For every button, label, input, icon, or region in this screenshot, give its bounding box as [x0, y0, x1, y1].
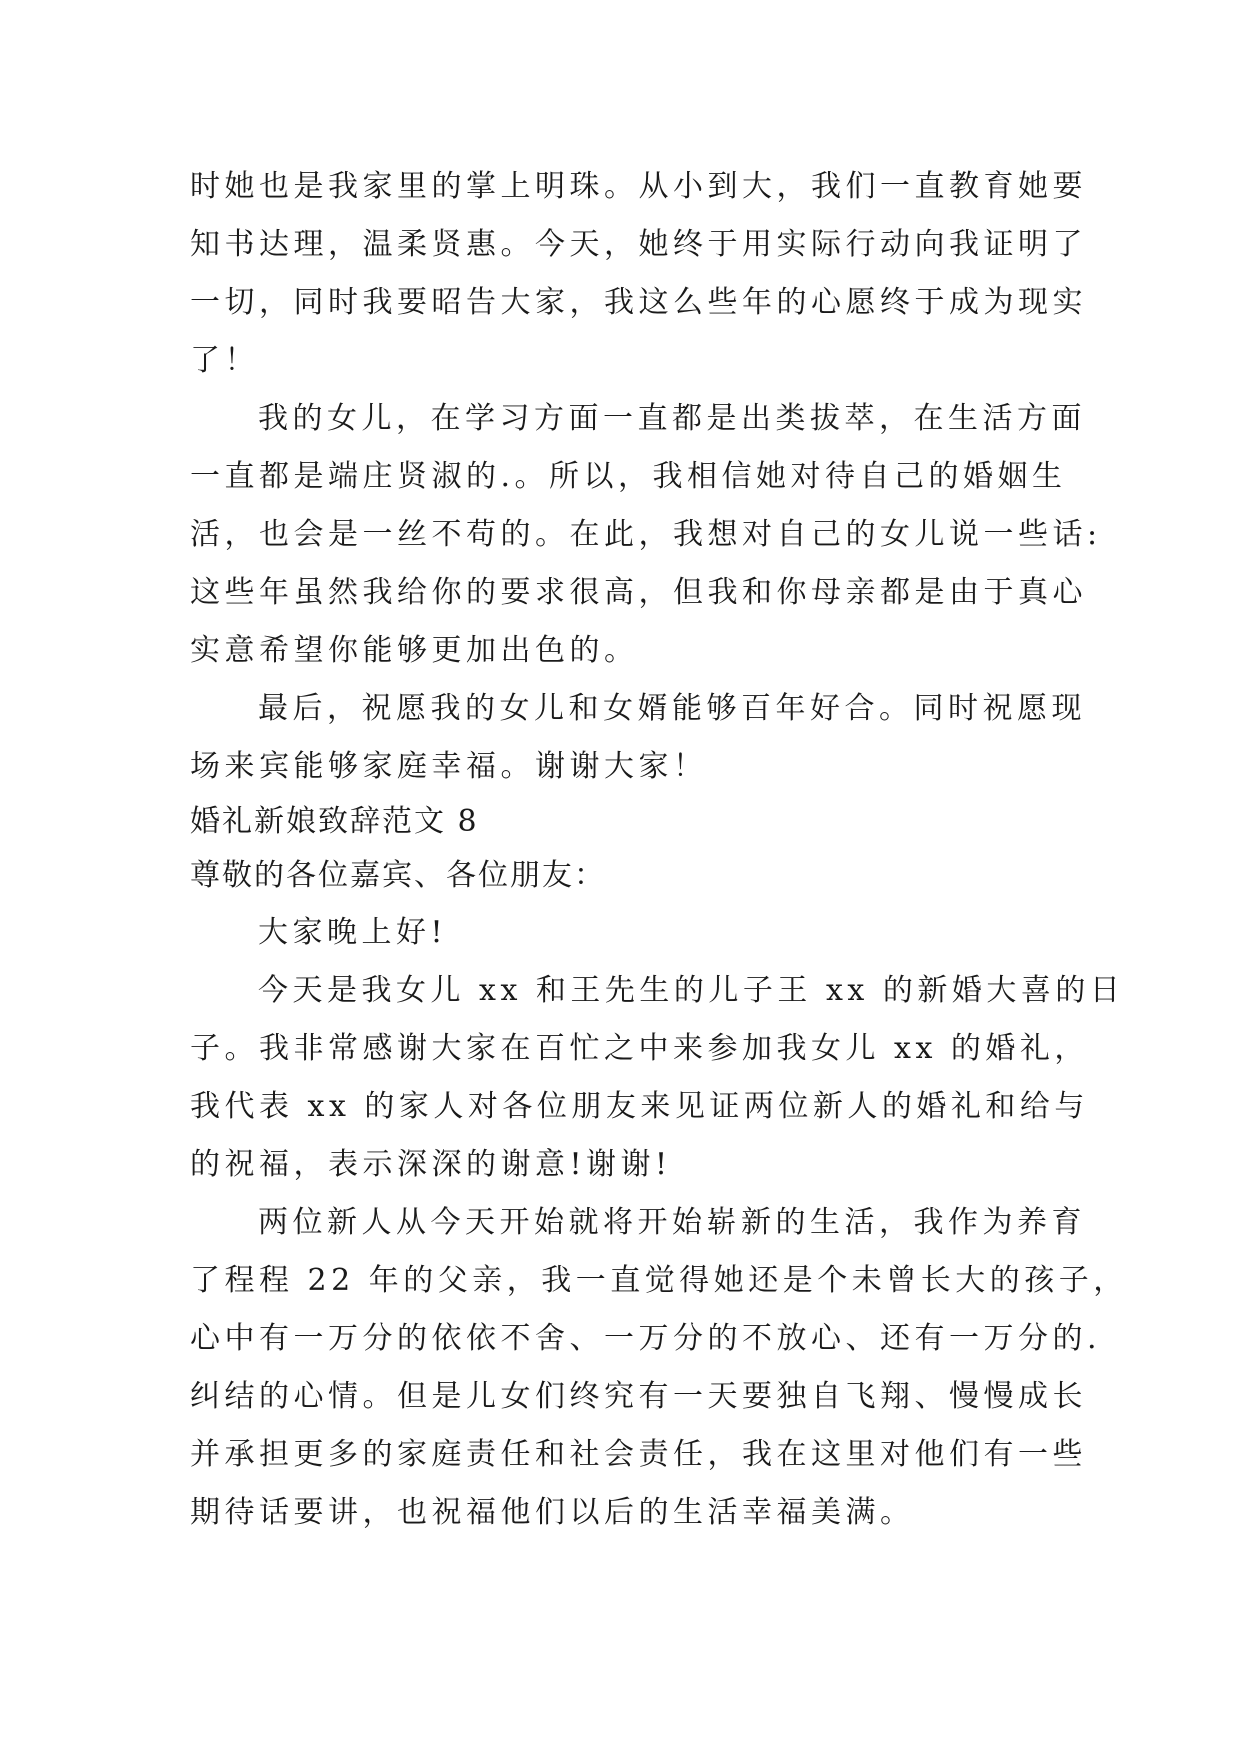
text-line: 场来宾能够家庭幸福。谢谢大家！ [190, 749, 708, 784]
text-line: 子。我非常感谢大家在百忙之中来参加我女儿 xx 的婚礼， [190, 1031, 1089, 1066]
text-line: 并承担更多的家庭责任和社会责任，我在这里对他们有一些 [190, 1437, 1087, 1472]
text-line: 活，也会是一丝不苟的。在此，我想对自己的女儿说一些话: [190, 517, 1102, 552]
text-line: 纠结的心情。但是儿女们终究有一天要独自飞翔、慢慢成长 [190, 1379, 1087, 1414]
text-line: 了程程 22 年的父亲，我一直觉得她还是个未曾长大的孩子， [190, 1263, 1128, 1298]
text-line: 心中有一万分的依依不舍、一万分的不放心、还有一万分的. [190, 1321, 1102, 1356]
paragraph-first-line: 两位新人从今天开始就将开始崭新的生活，我作为养育 [258, 1205, 1086, 1240]
text-line: 一直都是端庄贤淑的.。所以，我相信她对待自己的婚姻生 [190, 459, 1067, 494]
paragraph-first-line: 我的女儿，在学习方面一直都是出类拔萃，在生活方面 [258, 401, 1086, 436]
section-heading: 婚礼新娘致辞范文 8 [190, 804, 479, 839]
greeting-line: 大家晚上好! [258, 915, 448, 950]
text-line: 我代表 xx 的家人对各位朋友来见证两位新人的婚礼和给与 [190, 1089, 1089, 1124]
text-line: 期待话要讲，也祝福他们以后的生活幸福美满。 [190, 1495, 915, 1530]
text-line: 了！ [190, 343, 259, 378]
salutation: 尊敬的各位嘉宾、各位朋友： [190, 858, 606, 893]
text-line: 实意希望你能够更加出色的。 [190, 633, 639, 668]
paragraph-first-line: 最后，祝愿我的女儿和女婿能够百年好合。同时祝愿现 [258, 691, 1086, 726]
paragraph-first-line: 今天是我女儿 xx 和王先生的儿子王 xx 的新婚大喜的日 [258, 973, 1125, 1008]
text-line: 一切，同时我要昭告大家，我这么些年的心愿终于成为现实 [190, 285, 1087, 320]
text-line: 的祝福，表示深深的谢意!谢谢! [190, 1147, 672, 1182]
document-body [190, 158, 1128, 1542]
text-line: 时她也是我家里的掌上明珠。从小到大，我们一直教育她要 [190, 169, 1087, 204]
text-line: 这些年虽然我给你的要求很高，但我和你母亲都是由于真心 [190, 575, 1087, 610]
text-line: 知书达理，温柔贤惠。今天，她终于用实际行动向我证明了 [190, 227, 1087, 262]
